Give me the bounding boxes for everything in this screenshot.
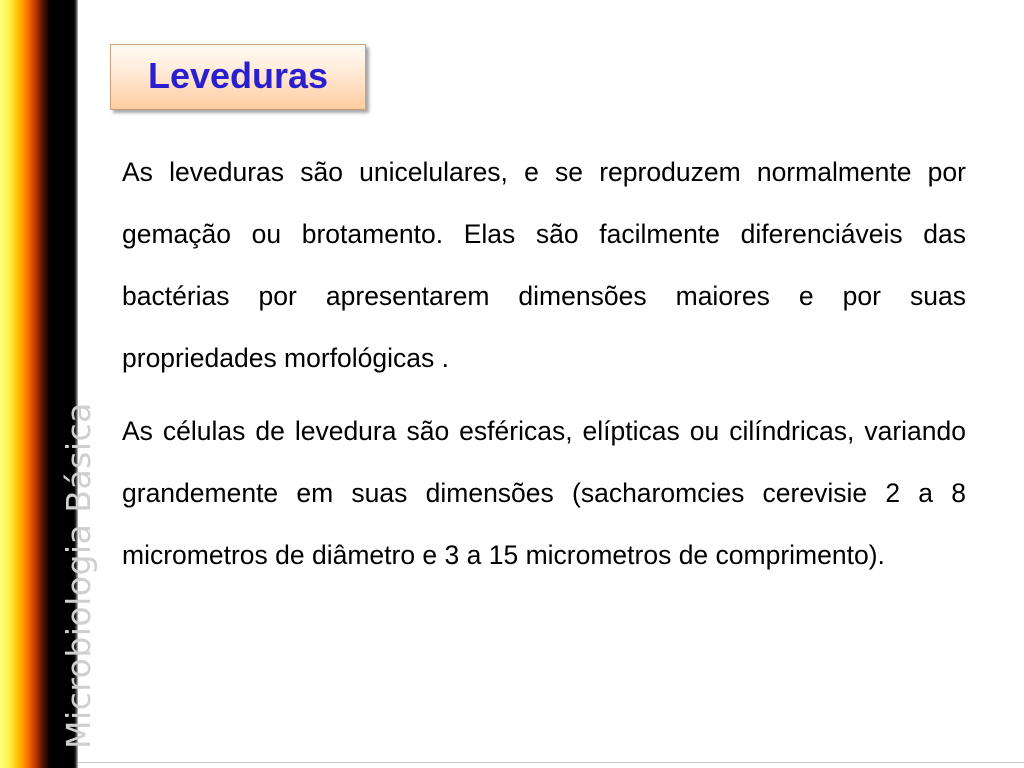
- sidebar-course-title: Microbiologia Básica: [59, 402, 98, 749]
- paragraph-2: As células de levedura são esféricas, elípticas ou cilíndricas, variando grandemente em suas dimensões (sacharomcies cerevisie 2 a 8 micrometros de diâmetro e 3 a 15 micrometros de comprimento).: [122, 416, 966, 570]
- slide-title-box: [110, 44, 366, 110]
- sidebar-banner: [0, 0, 98, 768]
- slide-body: [122, 141, 966, 586]
- bottom-divider: [78, 762, 1024, 763]
- slide-title: Leveduras: [147, 55, 329, 96]
- paragraph-1: As leveduras são unicelulares, e se reproduzem normalmente por gemação ou brotamento. Elas são facilmente diferenciáveis das bactérias por apresentarem dimensões maiores e por suas propriedades morfológicas .: [122, 157, 966, 373]
